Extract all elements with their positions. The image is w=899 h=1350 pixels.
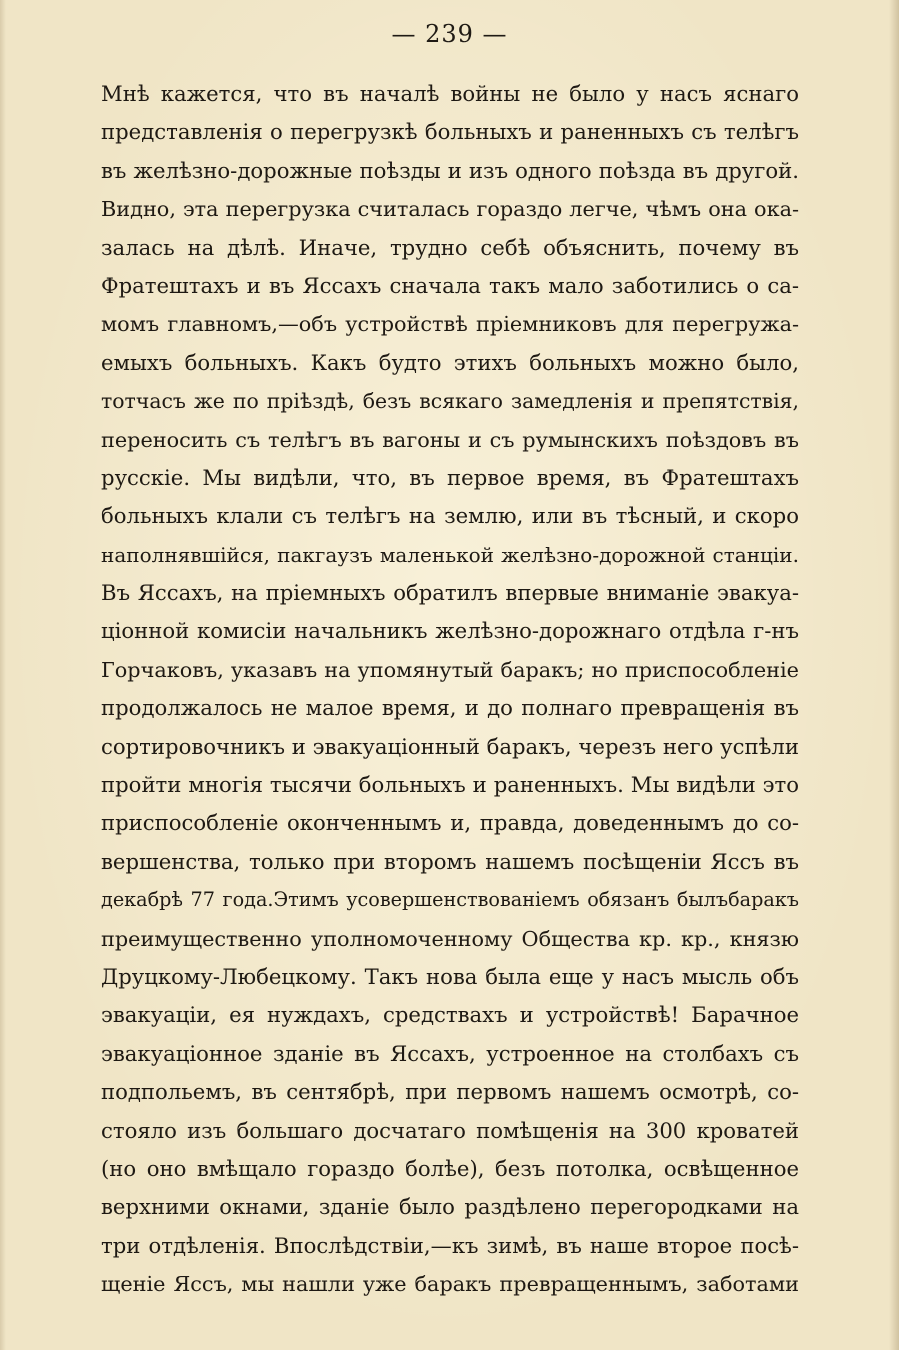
text-line: верхними окнами, зданіе было раздѣлено перегородками на — [101, 1194, 799, 1220]
text-line: емыхъ больныхъ. Какъ будто этихъ больныхъ можно было, — [101, 349, 799, 375]
text-line: ціонной комисіи начальникъ желѣзно-дорожнаго отдѣла г-нъ — [101, 618, 799, 644]
text-line: тотчасъ же по пріѣздѣ, безъ всякаго замедленія и препятствія, — [101, 389, 799, 414]
text-line: щеніе Яссъ, мы нашли уже баракъ превращеннымъ, заботами — [101, 1272, 799, 1297]
text-line: (но оно вмѣщало гораздо болѣе), безъ потолка, освѣщенное — [101, 1155, 799, 1181]
text-line: Видно, эта перегрузка считалась гораздо легче, чѣмъ она ока- — [101, 197, 799, 222]
text-line: Фратештахъ и въ Яссахъ сначала такъ мало заботились о са- — [101, 272, 799, 298]
text-line: вершенства, только при второмъ нашемъ посѣщеніи Яссъ въ — [101, 848, 799, 874]
text-line: продолжалось не малое время, и до полнаго превращенія въ — [101, 695, 799, 721]
text-line: момъ главномъ,—объ устройствѣ пріемниковъ для перегружа- — [101, 312, 799, 337]
text-line: подпольемъ, въ сентябрѣ, при первомъ нашемъ осмотрѣ, со- — [101, 1079, 799, 1105]
text-line: въ желѣзно-дорожные поѣзды и изъ одного поѣзда въ другой. — [101, 157, 799, 183]
text-line: преимущественно уполномоченному Общества кр. кр., князю — [101, 926, 799, 951]
text-line: эвакуаціонное зданіе въ Яссахъ, устроенное на столбахъ съ — [101, 1040, 799, 1066]
page-number: — 239 — — [391, 20, 508, 48]
text-line: три отдѣленія. Впослѣдствіи,—къ зимѣ, въ наше второе посѣ- — [101, 1232, 799, 1258]
text-line: сортировочникъ и эвакуаціонный баракъ, черезъ него успѣли — [101, 733, 799, 759]
text-line: пройти многія тысячи больныхъ и раненныхъ. Мы видѣли это — [101, 772, 799, 798]
text-line: Мнѣ кажется, что въ началѣ войны не было у насъ яснаго — [101, 81, 799, 106]
text-line: переносить съ телѣгъ въ вагоны и съ румынскихъ поѣздовъ въ — [101, 427, 799, 452]
page-edge-shadow-right — [889, 0, 899, 1350]
text-line: стояло изъ большаго досчатаго помѣщенія на 300 кроватей — [101, 1117, 799, 1143]
text-line: залась на дѣлѣ. Иначе, трудно себѣ объяснить, почему въ — [101, 234, 799, 260]
text-line: приспособленіе оконченнымъ и, правда, доведеннымъ до со- — [101, 810, 799, 836]
text-line: наполнявшійся, пакгаузъ маленькой желѣзно-дорожной станціи. — [101, 542, 799, 567]
text-line: Друцкому-Любецкому. Такъ нова была еще у насъ мысль объ — [101, 963, 799, 989]
text-line: Горчаковъ, указавъ на упомянутый баракъ; но приспособленіе — [101, 657, 799, 682]
body-text — [101, 75, 799, 1304]
text-line: представленія о перегрузкѣ больныхъ и раненныхъ съ телѣгъ — [101, 119, 799, 145]
text-line: декабрѣ 77 года.Этимъ усовершенствованіемъ обязанъ былъбаракъ — [101, 888, 799, 912]
text-line: русскіе. Мы видѣли, что, въ первое время, въ Фратештахъ — [101, 464, 799, 490]
text-line: эвакуаціи, ея нуждахъ, средствахъ и устройствѣ! Барачное — [101, 1002, 799, 1028]
text-line: Въ Яссахъ, на пріемныхъ обратилъ впервые вниманіе эвакуа- — [101, 580, 799, 606]
page-edge-shadow-left — [0, 0, 6, 1350]
text-line: больныхъ клали съ телѣгъ на землю, или въ тѣсный, и скоро — [101, 503, 799, 529]
